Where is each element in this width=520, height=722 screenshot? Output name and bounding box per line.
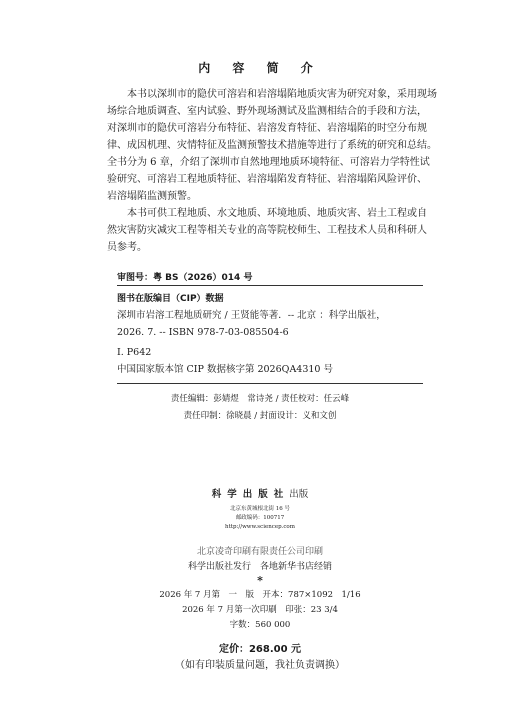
- page-title: 内 容 简 介: [198, 61, 322, 75]
- synopsis-line: 验研究、可溶岩工程地质特征、岩溶塌陷发育特征、岩溶塌陷风险评价、: [107, 174, 427, 185]
- printing-line: 2026 年 7 月第一次印刷 印张：23 3/4: [182, 605, 338, 615]
- cip-bottom-rule: [117, 383, 423, 384]
- synopsis-paragraph-1: [107, 86, 437, 205]
- separator-star: *: [257, 574, 263, 587]
- cip-heading: 图书在版编目（CIP）数据: [117, 294, 224, 304]
- publisher-website: http://www.sciencep.com: [225, 524, 295, 530]
- price: 定价：268.00 元: [218, 644, 302, 655]
- printer-line: 北京凌奇印刷有限责任公司印刷: [196, 547, 323, 557]
- synopsis-line: 对深圳市的隐伏可溶岩分布特征、岩溶发育特征、岩溶塌陷的时空分布规: [107, 123, 427, 134]
- publisher-postcode: 邮政编码：100717: [235, 515, 285, 521]
- synopsis-line: 岩溶塌陷监测预警。: [107, 191, 197, 202]
- publisher-logo: 科学出版社: [211, 489, 290, 500]
- synopsis: [107, 86, 437, 256]
- synopsis-line: 然灾害防灾减灾工程等相关专业的高等院校师生、工程技术人员和科研人: [107, 225, 427, 236]
- publisher-address: 北京东黄城根北街 16 号: [230, 506, 290, 512]
- word-count-line: 字数：560 000: [229, 620, 291, 630]
- synopsis-line: 场综合地质调查、室内试验、野外现场测试及监测相结合的手段和方法，: [107, 106, 427, 117]
- synopsis-line: 律、成因机理、灾情特征及监测预警技术措施等进行了系统的研究和总结。: [107, 140, 437, 151]
- synopsis-paragraph-2: [107, 205, 427, 256]
- synopsis-line: 全书分为 6 章，介绍了深圳市自然地理地质环境特征、可溶岩力学特性试: [107, 157, 430, 168]
- distributor-line: 科学出版社发行 各地新华书店经销: [187, 562, 332, 572]
- synopsis-line: 本书以深圳市的隐伏可溶岩和岩溶塌陷地质灾害为研究对象，采用现场: [127, 89, 437, 100]
- editorial-staff: [0, 391, 520, 425]
- staff-line: 责任编辑：彭婧煜 常诗尧 / 责任校对：任云峰: [170, 394, 350, 404]
- map-approval-number: 审图号：粤 BS（2026）014 号: [117, 273, 253, 283]
- cip-line: 中国国家版本馆 CIP 数据核字第 2026QA4310 号: [117, 364, 333, 375]
- cip-top-rule: [117, 285, 423, 286]
- cip-line: 深圳市岩溶工程地质研究 / 王贤能等著．-- 北京 ：科学出版社，: [117, 310, 386, 321]
- publisher-line: [0, 486, 520, 500]
- cip-line: 2026. 7. -- ISBN 978-7-03-085504-6: [117, 327, 289, 338]
- cip-line: Ⅰ. P642: [117, 347, 152, 358]
- cip-block: [117, 291, 423, 378]
- edition-line: 2026 年 7 月第 一 版 开本：787×1092 1/16: [159, 590, 361, 600]
- staff-line: 责任印制：徐晓晨 / 封面设计：义和文创: [183, 411, 337, 421]
- synopsis-line: 员参考。: [107, 242, 147, 253]
- quality-notice: （如有印装质量问题，我社负责调换）: [175, 660, 345, 671]
- publisher-suffix: 出版: [289, 489, 309, 500]
- synopsis-line: 本书可供工程地质、水文地质、环境地质、地质灾害、岩土工程或自: [127, 208, 427, 219]
